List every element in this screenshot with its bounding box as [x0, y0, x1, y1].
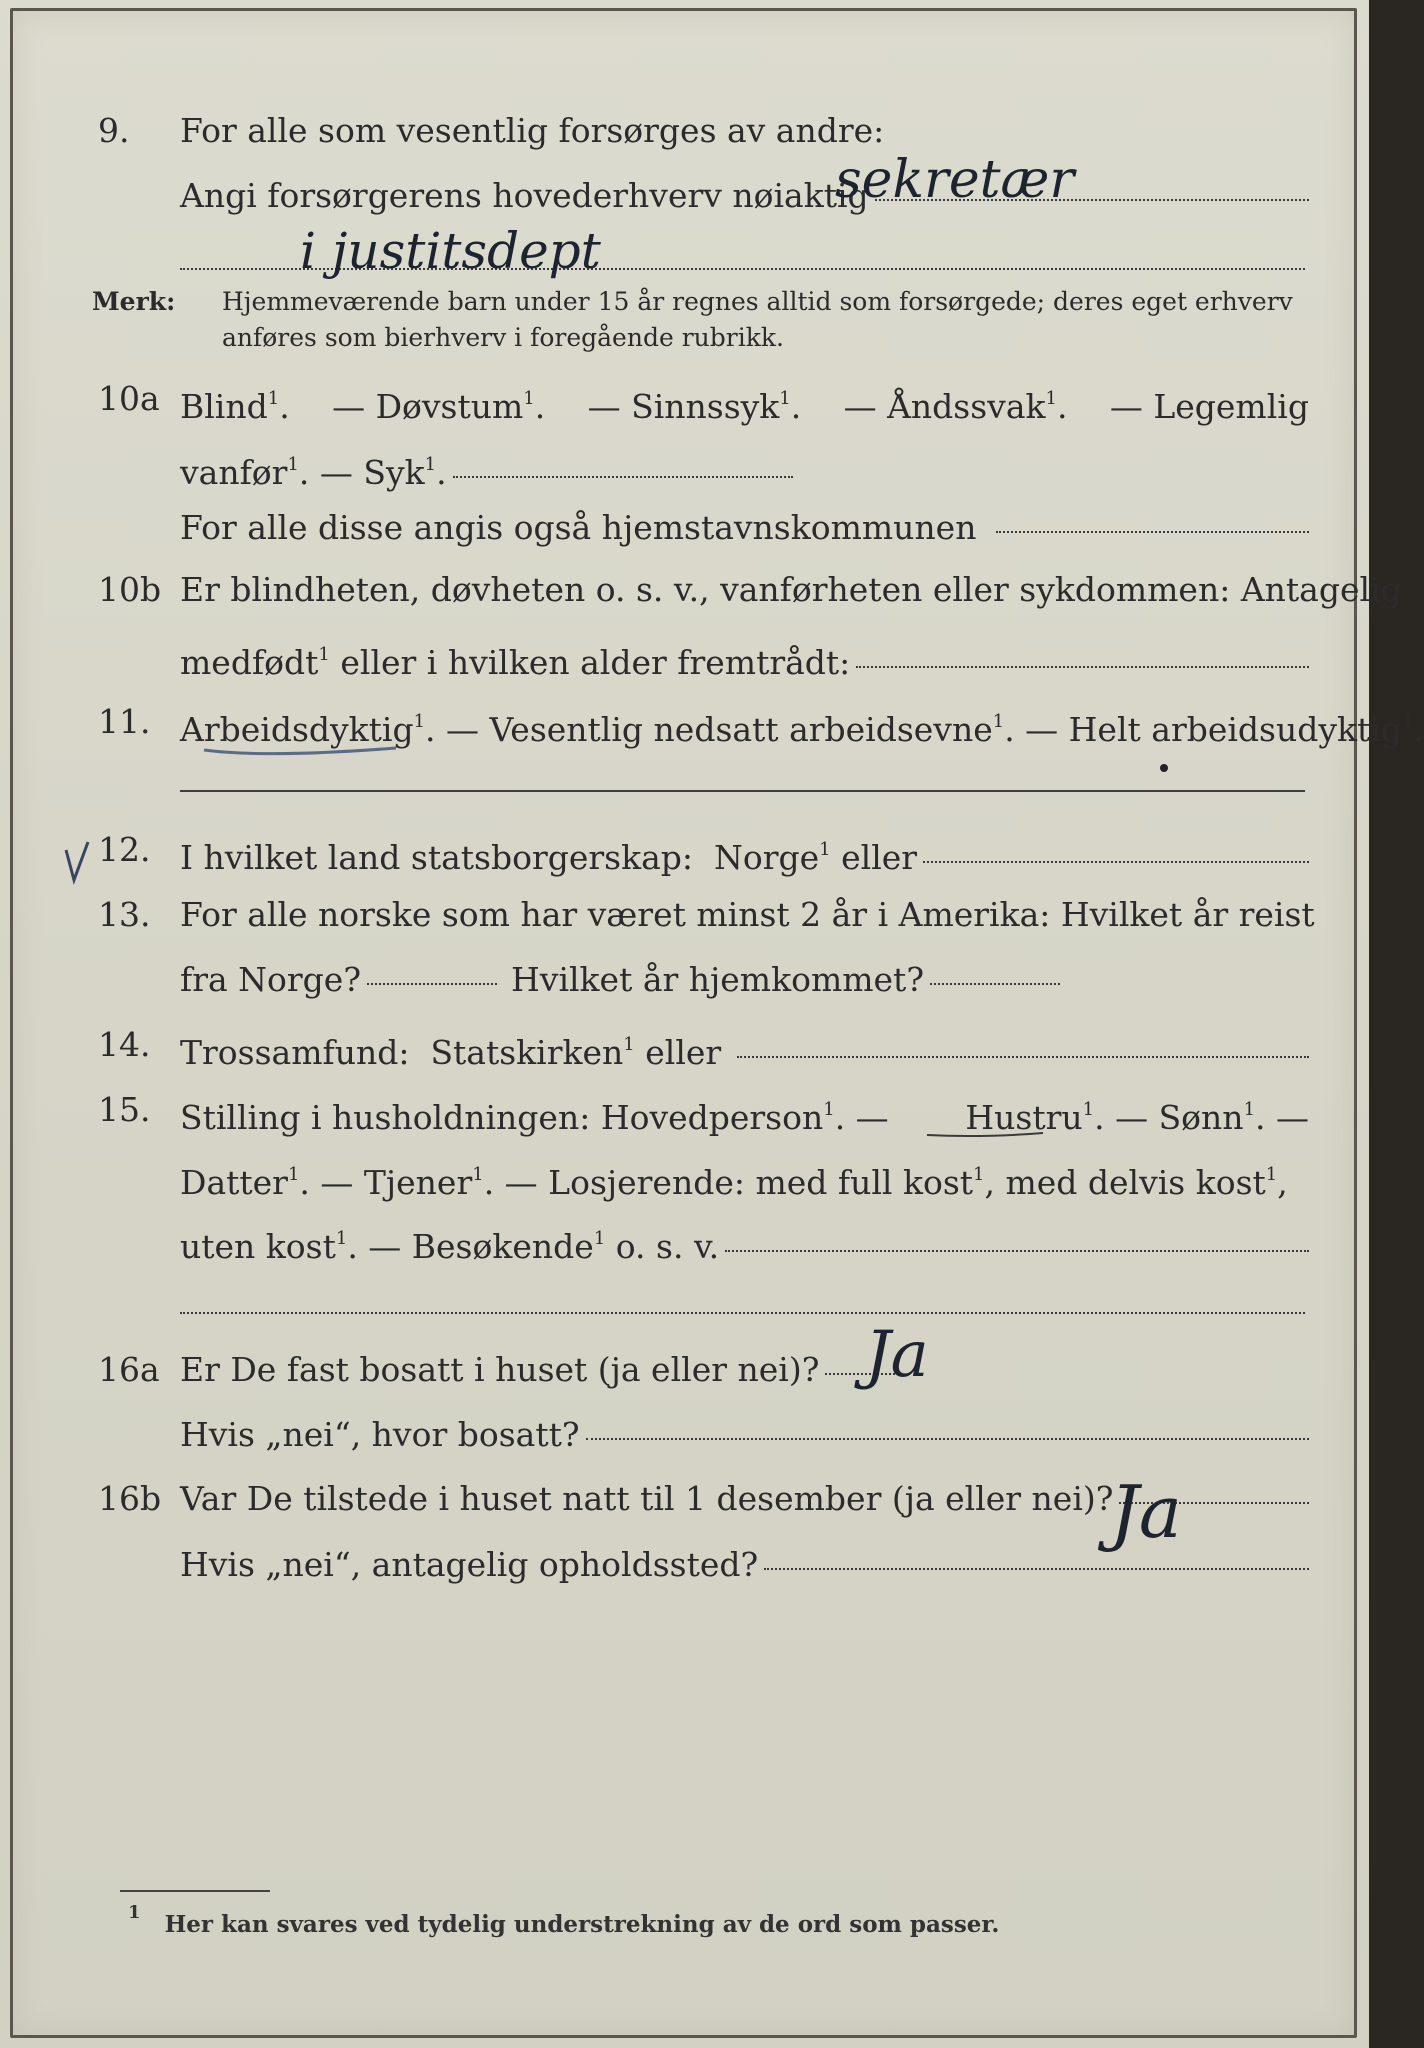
q16a-handwritten-answer: Ja [865, 1318, 929, 1392]
opt-legemlig: — Legemlig [1109, 387, 1309, 426]
merk-text-1: Hjemmeværende barn under 15 år regnes alltid som forsørgede; deres eget erhverv [222, 287, 1293, 316]
q10a-line3 [0, 503, 1369, 553]
opt-blind: Blind$^1$. [180, 387, 290, 426]
footnote-mark: 1 [128, 1902, 141, 1923]
q14-eller: eller [645, 1033, 722, 1072]
underline-arbeidsdyktig-mark [200, 740, 400, 760]
q14-line1 [0, 1020, 1369, 1070]
q16a-line2 [0, 1410, 1369, 1460]
q16b-line2 [0, 1540, 1369, 1590]
opt-syk: . — Syk$^1$. [298, 453, 447, 492]
q9-handwritten-answer-1: sekretær [835, 150, 1075, 210]
q14-text: Trossamfund: [180, 1033, 410, 1072]
q10a-line1 [0, 374, 1369, 424]
opt-statskirken: Statskirken$^1$ [430, 1033, 635, 1072]
q9-text-1: For alle som vesentlig forsørges av andre: [180, 111, 885, 150]
q9-number: 9. [98, 111, 130, 150]
underline-hustru-mark [925, 1127, 1045, 1143]
q10b-answer-line[interactable] [856, 666, 1309, 668]
q10a-answer-line[interactable] [453, 476, 793, 478]
q16b-text-2: Hvis „nei“, antagelig opholdssted? [180, 1545, 759, 1584]
q15-line1 [0, 1085, 1369, 1135]
q13-text-2b: Hvilket år hjemkommet? [511, 960, 925, 999]
q16a-text-1: Er De fast bosatt i huset (ja eller nei)? [180, 1350, 820, 1389]
opt-andssvak: — Åndssvak$^1$. [843, 387, 1068, 426]
opholdssted-answer-line[interactable] [764, 1568, 1309, 1570]
q12-eller: eller [841, 838, 918, 877]
opt-delvis-kost: , med delvis kost$^1$, [984, 1163, 1288, 1202]
q14-number: 14. [98, 1025, 151, 1064]
q15-number: 15. [98, 1090, 151, 1129]
q9-text-2: Angi forsørgerens hovederhverv nøiaktig [180, 176, 869, 215]
q13-line2 [0, 955, 1369, 1005]
q10b-number: 10b [98, 570, 162, 609]
footnote-text: Her kan svares ved tydelig understrekning av de ord som passer. [164, 1911, 1000, 1938]
q12-number: 12. [98, 830, 151, 869]
opt-medfodt: medfødt$^1$ [180, 643, 330, 682]
q11-number: 11. [98, 702, 151, 741]
footnote-rule [120, 1890, 270, 1892]
opt-arbeidsdyktig: Arbeidsdyktig$^1$ [180, 710, 426, 749]
q16b-handwritten-answer: Ja [1110, 1470, 1182, 1554]
q13-text-2a: fra Norge? [180, 960, 362, 999]
merk-label: Merk: [92, 287, 176, 316]
q10a-number: 10a [98, 379, 160, 418]
footnote [128, 1898, 999, 1940]
opt-tjener: . — Tjener$^1$ [299, 1163, 484, 1202]
q13-text-1: For alle norske som har været minst 2 år i Amerika: Hvilket år reist [180, 895, 1315, 934]
q9-handwritten-answer-2: i justitsdept [300, 222, 601, 280]
q10b-text-2: eller i hvilken alder fremtrådt: [340, 643, 851, 682]
q10b-line1 [0, 565, 1402, 615]
q12-line1 [0, 825, 1369, 875]
opt-norge: Norge$^1$ [714, 838, 831, 877]
q16a-line1 [0, 1345, 1369, 1395]
merk-text-2: anføres som bierhverv i foregående rubrikk. [222, 323, 784, 352]
q11-answer-line[interactable] [180, 790, 1305, 792]
q10b-line2 [0, 630, 1369, 680]
q16a-text-2: Hvis „nei“, hvor bosatt? [180, 1415, 580, 1454]
q12-answer-line[interactable] [923, 861, 1309, 863]
q15-answer-line[interactable] [725, 1250, 1309, 1252]
reist-year-line[interactable] [367, 983, 497, 985]
opt-dovstum: — Døvstum$^1$. [332, 387, 546, 426]
q15-line2 [0, 1150, 1369, 1200]
bosatt-answer-line[interactable] [586, 1438, 1309, 1440]
q14-answer-line[interactable] [737, 1056, 1309, 1058]
opt-datter: Datter$^1$ [180, 1163, 300, 1202]
q13-number: 13. [98, 895, 151, 934]
opt-full-kost: . — Losjerende: med full kost$^1$ [483, 1163, 985, 1202]
opt-uten-kost: uten kost$^1$ [180, 1227, 348, 1266]
q13-line1 [0, 890, 1369, 940]
q16a-number: 16a [98, 1350, 160, 1389]
opt-hovedperson: Stilling i husholdningen: Hovedperson$^1$. — [180, 1098, 889, 1137]
opt-sinnssyk: — Sinnssyk$^1$. [587, 387, 802, 426]
q9-line2 [0, 171, 1369, 221]
hjemstavn-answer-line[interactable] [996, 531, 1309, 533]
q10b-text-1: Er blindheten, døvheten o. s. v., vanførheten eller sykdommen: Antagelig [180, 570, 1402, 609]
q16b-text-1: Var De tilstede i huset natt til 1 desember (ja eller nei)? [180, 1479, 1114, 1518]
q15-line3 [0, 1214, 1369, 1264]
opt-udyktig: . — Helt arbeidsudyktig$^1$. [1004, 710, 1424, 749]
q10a-text-3: For alle disse angis også hjemstavnskommunen [180, 508, 977, 547]
q10a-line2 [0, 440, 1369, 490]
opt-hustru: Hustru$^1$. — Sønn$^1$. — [965, 1098, 1309, 1137]
ink-dot [1160, 764, 1168, 772]
q15-answer-line-2[interactable] [180, 1312, 1305, 1314]
q9-line1 [0, 106, 1369, 156]
opt-vanfor: vanfør$^1$ [180, 453, 299, 492]
opt-nedsatt: . — Vesentlig nedsatt arbeidsevne$^1$ [425, 710, 1005, 749]
opt-besokende: . — Besøkende$^1$ o. s. v. [347, 1227, 720, 1266]
q16b-number: 16b [98, 1479, 162, 1518]
hjemkommet-year-line[interactable] [930, 983, 1060, 985]
q12-text: I hvilket land statsborgerskap: [180, 838, 694, 877]
